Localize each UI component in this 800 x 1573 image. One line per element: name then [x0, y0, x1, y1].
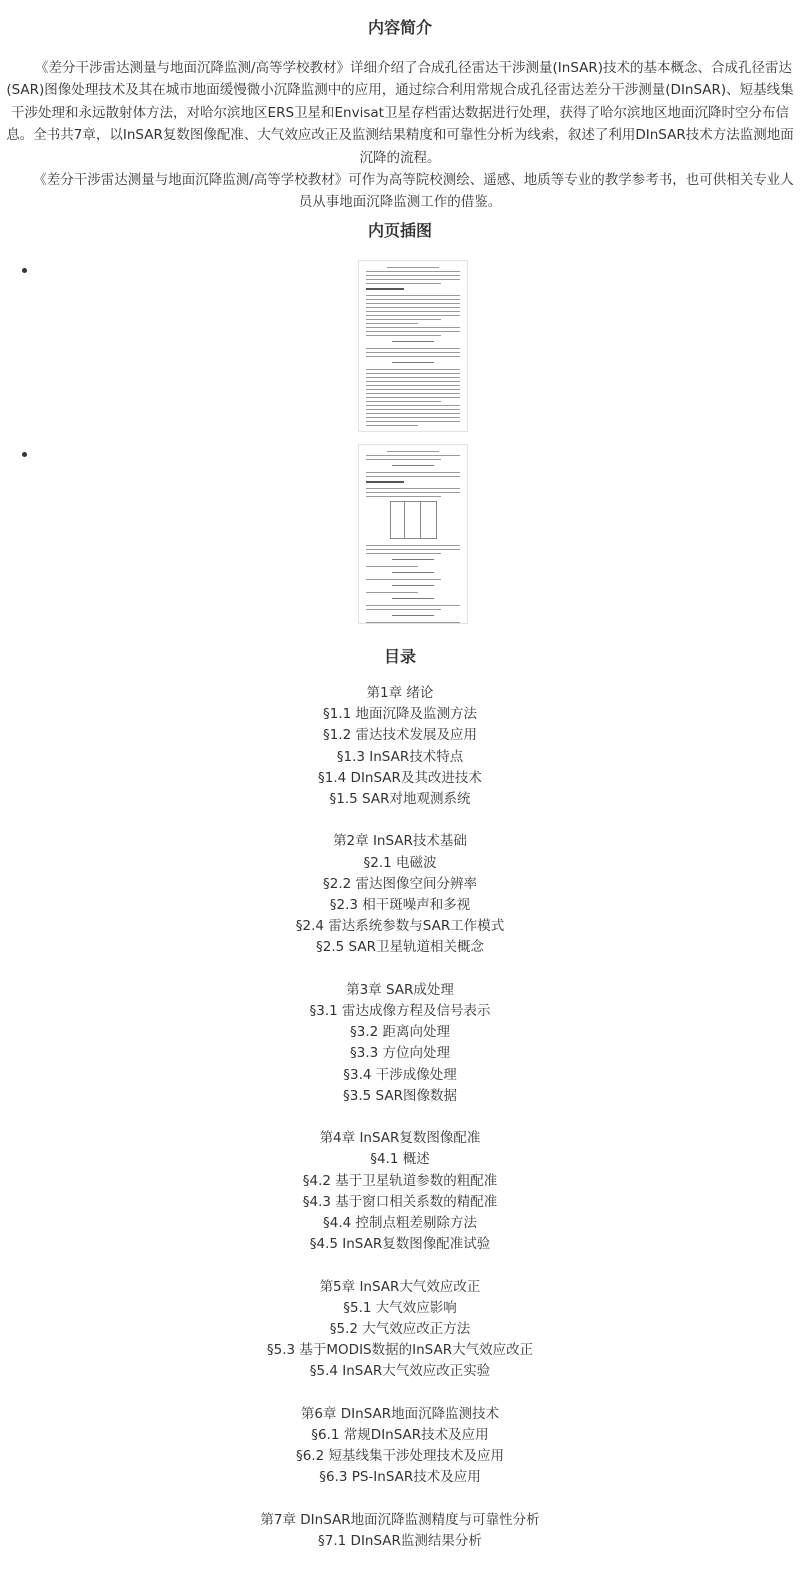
toc-chapter-title: 第4章 InSAR复数图像配准 [319, 1130, 481, 1147]
toc-section: §4.5 InSAR复数图像配准试验 [309, 1236, 491, 1253]
toc-section: §2.5 SAR卫星轨道相关概念 [316, 939, 484, 956]
toc-section: §1.3 InSAR技术特点 [336, 748, 464, 765]
toc-chapter-title: 第3章 SAR成处理 [346, 981, 454, 998]
toc-section: §5.3 基于MODIS数据的InSAR大气效应改正 [266, 1342, 534, 1359]
illustrations-heading: 内页插图 [367, 221, 432, 240]
toc-section: §1.5 SAR对地观测系统 [329, 791, 471, 808]
toc-chapter [0, 1128, 800, 1255]
toc-section: §4.2 基于卫星轨道参数的粗配准 [302, 1172, 498, 1189]
toc-chapter [0, 683, 800, 810]
toc-section: §3.4 干涉成像处理 [343, 1066, 457, 1083]
toc-heading: 目录 [383, 647, 416, 666]
toc-section: §2.3 相干斑噪声和多视 [329, 897, 471, 914]
intro-body [3, 57, 797, 214]
toc-section: §5.4 InSAR大气效应改正实验 [309, 1363, 491, 1380]
intro-paragraph: 《差分干涉雷达测量与地面沉降监测/高等学校教材》可作为高等院校测绘、遥感、地质等专业的教学参考书，也可供相关专业人员从事地面沉降监测工作的借鉴。 [33, 172, 794, 211]
intro-paragraph: 《差分干涉雷达测量与地面沉降监测/高等学校教材》详细介绍了合成孔径雷达干涉测量(InSAR)技术的基本概念、合成孔径雷达(SAR)图像处理技术及其在城市地面缓慢微小沉降监测中的应用，通过综合利用常规合成孔径雷达差分干涉测量(DInSAR)、短基线集干涉处理和永远散射体方法，对哈尔滨地区ERS卫星和Envisat卫星存档雷达数据进行处理，获得了哈尔滨地区地面沉降时空分布信息。全书共7章，以InSAR复数图像配准、大气效应改正及监测结果精度和可靠性分析为线索，叙述了利用DInSAR技术方法监测地面沉降的流程。 [6, 60, 794, 166]
toc-chapter [0, 1277, 800, 1383]
toc-section: §6.2 短基线集干涉处理技术及应用 [295, 1448, 504, 1465]
toc-chapter-title: 第7章 DInSAR地面沉降监测精度与可靠性分析 [260, 1511, 540, 1528]
toc-section: §1.1 地面沉降及监测方法 [322, 706, 477, 723]
toc-section: §6.3 PS-InSAR技术及应用 [319, 1469, 481, 1486]
intro-heading: 内容简介 [367, 18, 432, 37]
toc-section: §2.4 雷达系统参数与SAR工作模式 [295, 918, 505, 935]
toc-chapter [0, 1404, 800, 1489]
list-bullet [22, 452, 27, 457]
toc-section: §3.1 雷达成像方程及信号表示 [309, 1003, 491, 1020]
list-bullet [22, 268, 27, 273]
toc-section: §5.1 大气效应影响 [343, 1299, 457, 1316]
toc-section: §2.2 雷达图像空间分辨率 [322, 875, 477, 892]
toc-section: §7.1 DInSAR监测结果分析 [318, 1533, 482, 1550]
toc-section: §4.1 概述 [370, 1151, 430, 1168]
toc-chapter [0, 831, 800, 958]
toc-section: §1.2 雷达技术发展及应用 [322, 727, 477, 744]
toc-section: §6.1 常规DInSAR技术及应用 [311, 1427, 489, 1444]
page-illustration [358, 260, 468, 432]
toc-section: §5.2 大气效应改正方法 [329, 1321, 471, 1338]
toc-chapter-title: 第1章 绪论 [366, 685, 434, 701]
table-of-contents [0, 683, 800, 1573]
toc-section: §2.1 电磁波 [363, 854, 437, 871]
page-illustration [358, 444, 468, 624]
toc-chapter [0, 980, 800, 1107]
toc-section: §3.2 距离向处理 [349, 1024, 450, 1041]
toc-chapter-title: 第6章 DInSAR地面沉降监测技术 [300, 1405, 500, 1422]
toc-chapter-title: 第2章 InSAR技术基础 [333, 833, 467, 850]
toc-section: §4.4 控制点粗差剔除方法 [322, 1215, 477, 1232]
toc-section: §3.5 SAR图像数据 [343, 1087, 457, 1104]
toc-section: §3.3 方位向处理 [349, 1045, 450, 1062]
toc-chapter-title: 第5章 InSAR大气效应改正 [319, 1278, 481, 1295]
toc-section: §4.3 基于窗口相关系数的精配准 [302, 1193, 498, 1210]
toc-section: §1.4 DInSAR及其改进技术 [318, 769, 482, 786]
